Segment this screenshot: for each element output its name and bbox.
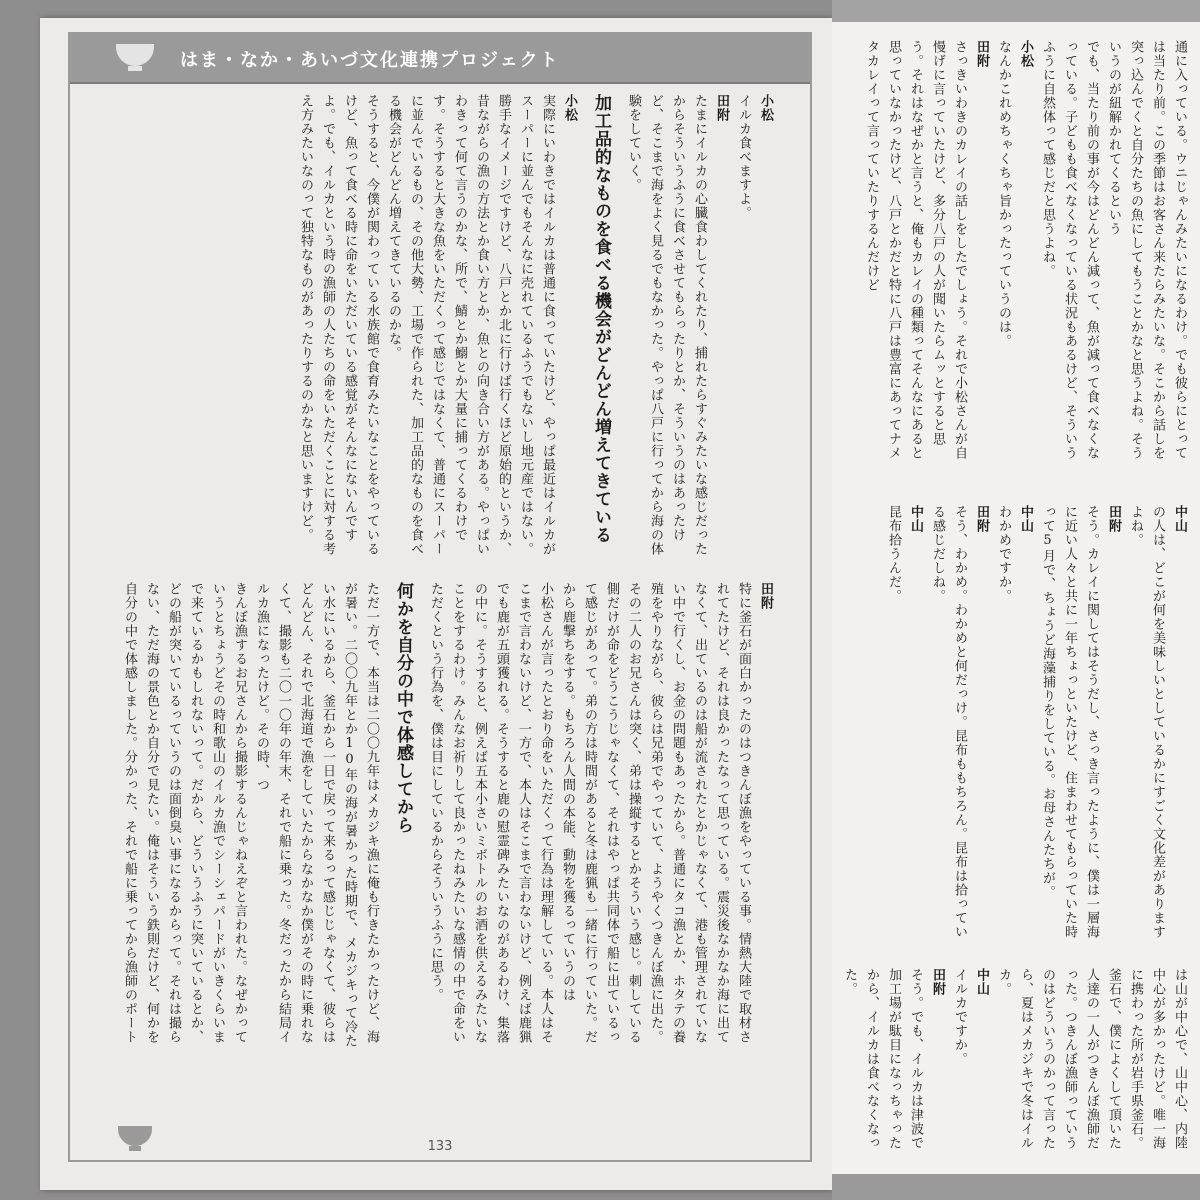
page-title: はま・なか・あいづ文化連携プロジェクト xyxy=(180,50,560,71)
subheading: 加工品的なものを食べる機会がどんどん増えてきている xyxy=(591,94,611,544)
right-page-footer xyxy=(832,1174,1200,1200)
text-tier-1 xyxy=(116,94,776,564)
dialogue-paragraph xyxy=(1124,505,1190,945)
dialogue-text: さっきいわきのカレイの話しをしたでしょう。それで小松さんが自慢げに言っていたけど、多分八戸の人が聞いたらムッとすると思う。それはなぜかと言うと、俺もカレイの種類ってそんなにあると思っていなかったけど、八戸とかだと特に八戸は豊富にあってナメタカレイって言っていたりするんだけど xyxy=(864,40,967,460)
dialogue-paragraph xyxy=(882,505,926,945)
dialogue-paragraph xyxy=(1036,40,1102,470)
speaker-name: 小松 xyxy=(1018,40,1033,68)
speaker-name: 田附 xyxy=(758,582,773,610)
dialogue-paragraph xyxy=(294,94,382,564)
speaker-name: 中山 xyxy=(1172,505,1187,533)
text-tier-2 xyxy=(116,582,776,1052)
right-text-tier-1 xyxy=(840,40,1190,470)
right-page-header xyxy=(832,0,1200,22)
speaker-name: 中山 xyxy=(908,505,923,533)
left-page xyxy=(40,18,832,1190)
speaker-name: 田附 xyxy=(974,40,989,68)
dialogue-paragraph xyxy=(382,94,580,564)
speaker-name: 田附 xyxy=(1106,505,1121,533)
dialogue-text: そう。でも、イルカは津波で加工場が駄目になっちゃったから、イルカは食べなくなった。 xyxy=(842,968,923,1150)
dialogue-paragraph xyxy=(840,968,948,1158)
dialogue-paragraph xyxy=(992,505,1036,945)
dialogue-text: そうすると、今僕が関わっている水族館で食育みたいなことをやっているけど、魚って食べる時に命をいただいている感覚がそんなにないんですよ。でも、イルカという時の漁師の人たちの命をいただくことに対する考え方みたいなのって独特なものがあったりするのかなと思いますけど。 xyxy=(298,94,379,556)
dialogue-text: は山が中心で、山中心、内陸中心が多かったけど。唯一海に携わった所が岩手県釜石。釜石で、僕によくして頂いた人達の一人がつきんぼ漁師だった。つきんぼ漁師っていうのはどういうのかって言ったら、夏はメカジキで冬はイルカ。 xyxy=(996,968,1187,1150)
bowl-icon xyxy=(116,44,154,66)
dialogue-text: なんかこれめちゃくちゃ旨かったっていうのは。 xyxy=(996,40,1011,348)
speaker-name: 田附 xyxy=(714,94,729,122)
dialogue-text: 通に入っている。ウニじゃんみたいになるわけ。でも彼らにとっては当たり前。この季節はお客さん来たらみたいな。そこから話しを突っ込んでくと自分たちの魚にしてもうことかなと思うよね。そういうのが紐解かれてくるという xyxy=(1106,40,1187,460)
dialogue-text: の人は、どこが何を美味しいとしているかにすごく文化差がありますよね。 xyxy=(1128,505,1165,939)
dialogue-paragraph xyxy=(424,582,556,1052)
dialogue-text: 特に釜石が面白かったのはつきんぼ漁をやっている事。情熱大陸で取材されてたけど、それは良かったなって思っている。震災後なかなか海に出てなくて、出ているのは船が流されたとかじゃなくて、港も管理されていない中で行くし、お金の問題もあったから。普通にタコ漁とか、ホタテの養殖をやりながら、彼らは兄弟でやっていて、ようやくつきんぼ漁に出た。その二人のお兄さんは突く、弟は操縦するとかそういう感じ。刺している側だけが命をどうこうじゃなくて、それはやっぱ共同体で船に出ているって感じがあって。弟の方は時間があると冬は鹿猟も一緒に行っていた。だから鹿撃ちをする。もちろん人間の本能、動物を獲るっていうのは xyxy=(560,582,751,1044)
speaker-name: 田附 xyxy=(974,505,989,533)
dialogue-text: そう。カレイに関してはそうだし、さっき言ったように、僕は一層海に近い人々と共に一年ちょっといたけど、住まわせてもらっていた時って5月で、ちょうど海藻捕りをしている。お母さんたちが。 xyxy=(1040,505,1099,939)
dialogue-paragraph xyxy=(250,582,382,1052)
right-page xyxy=(832,0,1200,1200)
dialogue-text: そう、わかめ。わかめと何だっけ。昆布ももちろん。昆布は拾っている感じだしね。 xyxy=(930,505,967,939)
dialogue-paragraph xyxy=(948,968,992,1158)
dialogue-paragraph xyxy=(1036,505,1124,945)
page-header xyxy=(70,34,810,84)
right-text-tier-3 xyxy=(840,968,1190,1158)
speaker-name: 中山 xyxy=(974,968,989,996)
dialogue-paragraph xyxy=(116,582,250,1052)
dialogue-text: 昆布拾うんだ。 xyxy=(886,505,901,603)
speaker-name: 中山 xyxy=(1018,505,1033,533)
dialogue-text: ただ一方で、本当は二〇〇九年はメカジキ漁に俺も行きたかったけど、海が暑い。二〇〇九年とか10年の海が暑かった時期で、メカジキって冷たい水にいるから、釜石から一日で戻って来るって感じじゃなくて、彼らはどんどん、それで北海道で漁をしていたからなかなか僕がその時に乗れなくて、撮影も二〇一〇年の年末、それで船に乗った。冬だったから結局イルカ漁になったけど。その時、つ xyxy=(254,582,379,1048)
dialogue-text: でも、当たり前の事が今はどんどん減って、魚が減って食べなくなっている。子どもも食べなくなっている状況もあるけど、そういうふうに自然体って感じだと思うよね。 xyxy=(1040,40,1099,460)
page-frame xyxy=(68,32,812,1162)
dialogue-text: たまにイルカの心臓食わしてくれたり、捕れたらすぐみたいな感じだったからそういうふうに食べさせてもらったりとか、そういうのはあったけど、そこまで海をよく見るでもなかった。やっぱ八戸に行ってから海の体験をしていく。 xyxy=(626,94,707,556)
dialogue-text: きんぼ漁するお兄さんから撮影するんじゃねえぞと言われた。なぜかっていうとちょうどその時和歌山のイルカ漁でシーシェパードがいきくらいまで来ているかもしれないって。だから、どういうふうに突いているとか、どの船が突いているっていうのは面倒臭い事になるからって。それは撮らない、ただ海の景色とか自分で見たい。俺はそういう鉄則だけど、何かを自分の中で体感しました。分かった、それで船に乗ってから漁師のポート xyxy=(122,582,247,1044)
speaker-name: 田附 xyxy=(930,968,945,996)
dialogue-paragraph xyxy=(860,40,992,470)
speaker-name: 小松 xyxy=(758,94,773,122)
dialogue-paragraph xyxy=(556,582,776,1052)
dialogue-paragraph xyxy=(732,94,776,564)
dialogue-text: イルカ食べますよ。 xyxy=(736,94,751,220)
dialogue-paragraph xyxy=(992,40,1036,470)
dialogue-paragraph xyxy=(926,505,992,945)
dialogue-text: 実際にいわきではイルカは普通に食っていたけど、やっぱ最近はイルカがスーパーに並んでもそんなに売れているふうでもないし地元産ではない。勝手なイメージですけど、八戸とか北に行けば行くほど原始的というか、昔ながらの漁の方法とか食い方とか、魚との向き合い方がある。やっぱいわきって何て言うのかな、所で、鯖とか鰯とか大量に捕ってくるわけです。そうすると大きな魚をいただくって感じではなくて、普通にスーパーに並んでいるもの、その他大勢、工場で作られた、加工品的なものを食べる機会がどんどん増えてきているのかな。 xyxy=(386,94,555,556)
speaker-name: 小松 xyxy=(562,94,577,122)
dialogue-paragraph xyxy=(1102,40,1190,470)
dialogue-text: イルカですか。 xyxy=(952,968,967,1066)
dialogue-paragraph xyxy=(622,94,732,564)
dialogue-text: わかめですか。 xyxy=(996,505,1011,603)
page-number: 133 xyxy=(427,1139,453,1154)
right-text-tier-2 xyxy=(840,505,1190,945)
dialogue-text: 小松さんが言ったとおり命をいただくって行為は理解している。本人はそこまで言わないけど、一方で、本人はそこまで言わないけど、例えば鹿猟でも鹿が五頭獲れる。そうすると鹿の慰霊碑みたいなのがあるわけ、集落の中に。そうすると、例えば五本小さいミボトルのお酒を供えるみたいなことをするわけ。みんなお祈りして良かったねみたいな感情の中で命をいただくという行為を、僕は目にしているからそういうふうに思う。 xyxy=(428,582,553,1044)
dialogue-paragraph xyxy=(992,968,1190,1158)
subheading: 何かを自分の中で体感してから xyxy=(393,582,413,834)
